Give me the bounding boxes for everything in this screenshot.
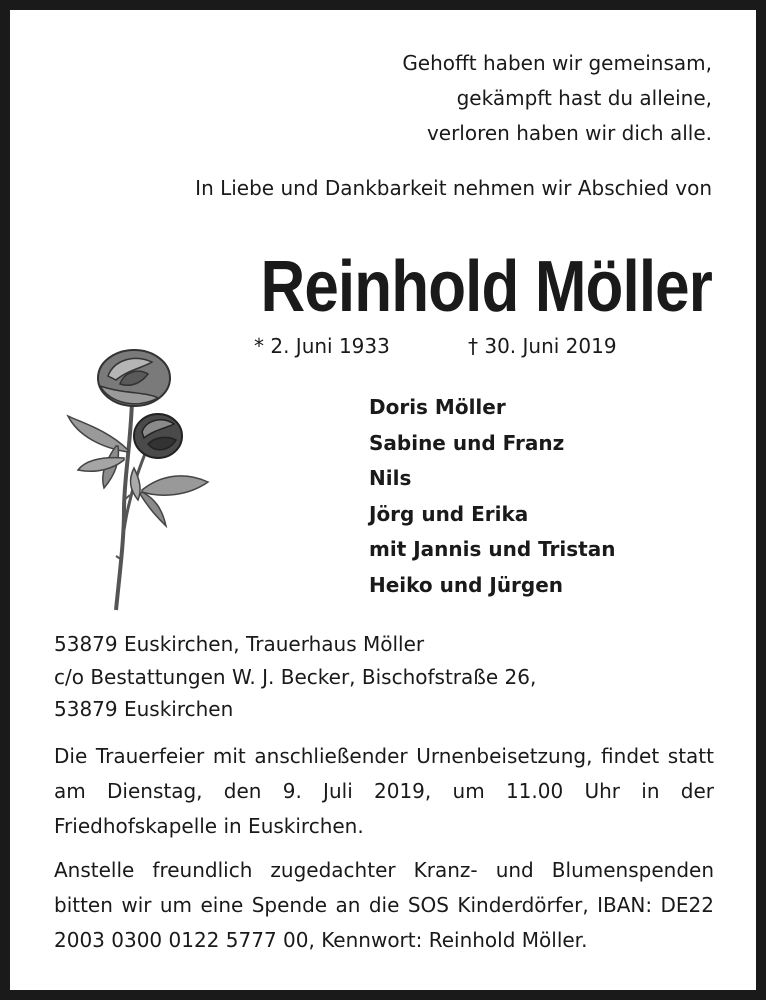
- poem-line: gekämpft hast du alleine,: [456, 86, 712, 110]
- ceremony-paragraph: Die Trauerfeier mit anschließender Urnenbeisetzung, findet statt am Dienstag, den 9. Juli 2019, um 11.00 Uhr in der Friedhofskapelle in Euskirchen.: [54, 744, 714, 838]
- family-member: Jörg und Erika: [369, 501, 529, 526]
- address-line: c/o Bestattungen W. J. Becker, Bischofstraße 26,: [54, 664, 537, 689]
- address-line: 53879 Euskirchen, Trauerhaus Möller: [54, 632, 425, 656]
- family-member: mit Jannis und Tristan: [369, 537, 616, 561]
- family-list: [369, 390, 615, 603]
- birth-date: * 2. Juni 1933: [254, 334, 390, 358]
- family-member: Doris Möller: [369, 395, 506, 419]
- family-member: Heiko und Jürgen: [369, 572, 564, 597]
- rose-illustration: [58, 340, 210, 620]
- family-member: Nils: [369, 466, 412, 490]
- address-block: [54, 628, 536, 726]
- poem-line: Gehofft haben wir gemeinsam,: [402, 51, 712, 75]
- poem-line: verloren haben wir dich alle.: [426, 121, 712, 145]
- obituary-notice: [10, 10, 756, 990]
- intro-text: In Liebe und Dankbarkeit nehmen wir Abschied von: [195, 176, 712, 200]
- deceased-name: Reinhold Möller: [260, 247, 712, 327]
- family-member: Sabine und Franz: [369, 430, 565, 455]
- donation-paragraph: Anstelle freundlich zugedachter Kranz- und Blumenspenden bitten wir um eine Spende an die SOS Kinderdörfer, IBAN: DE22 2003 0300 0122 5777 00, Kennwort: Reinhold Möller.: [54, 858, 714, 952]
- address-line: 53879 Euskirchen: [54, 697, 234, 721]
- poem: [402, 46, 712, 151]
- death-date: † 30. Juni 2019: [468, 334, 617, 358]
